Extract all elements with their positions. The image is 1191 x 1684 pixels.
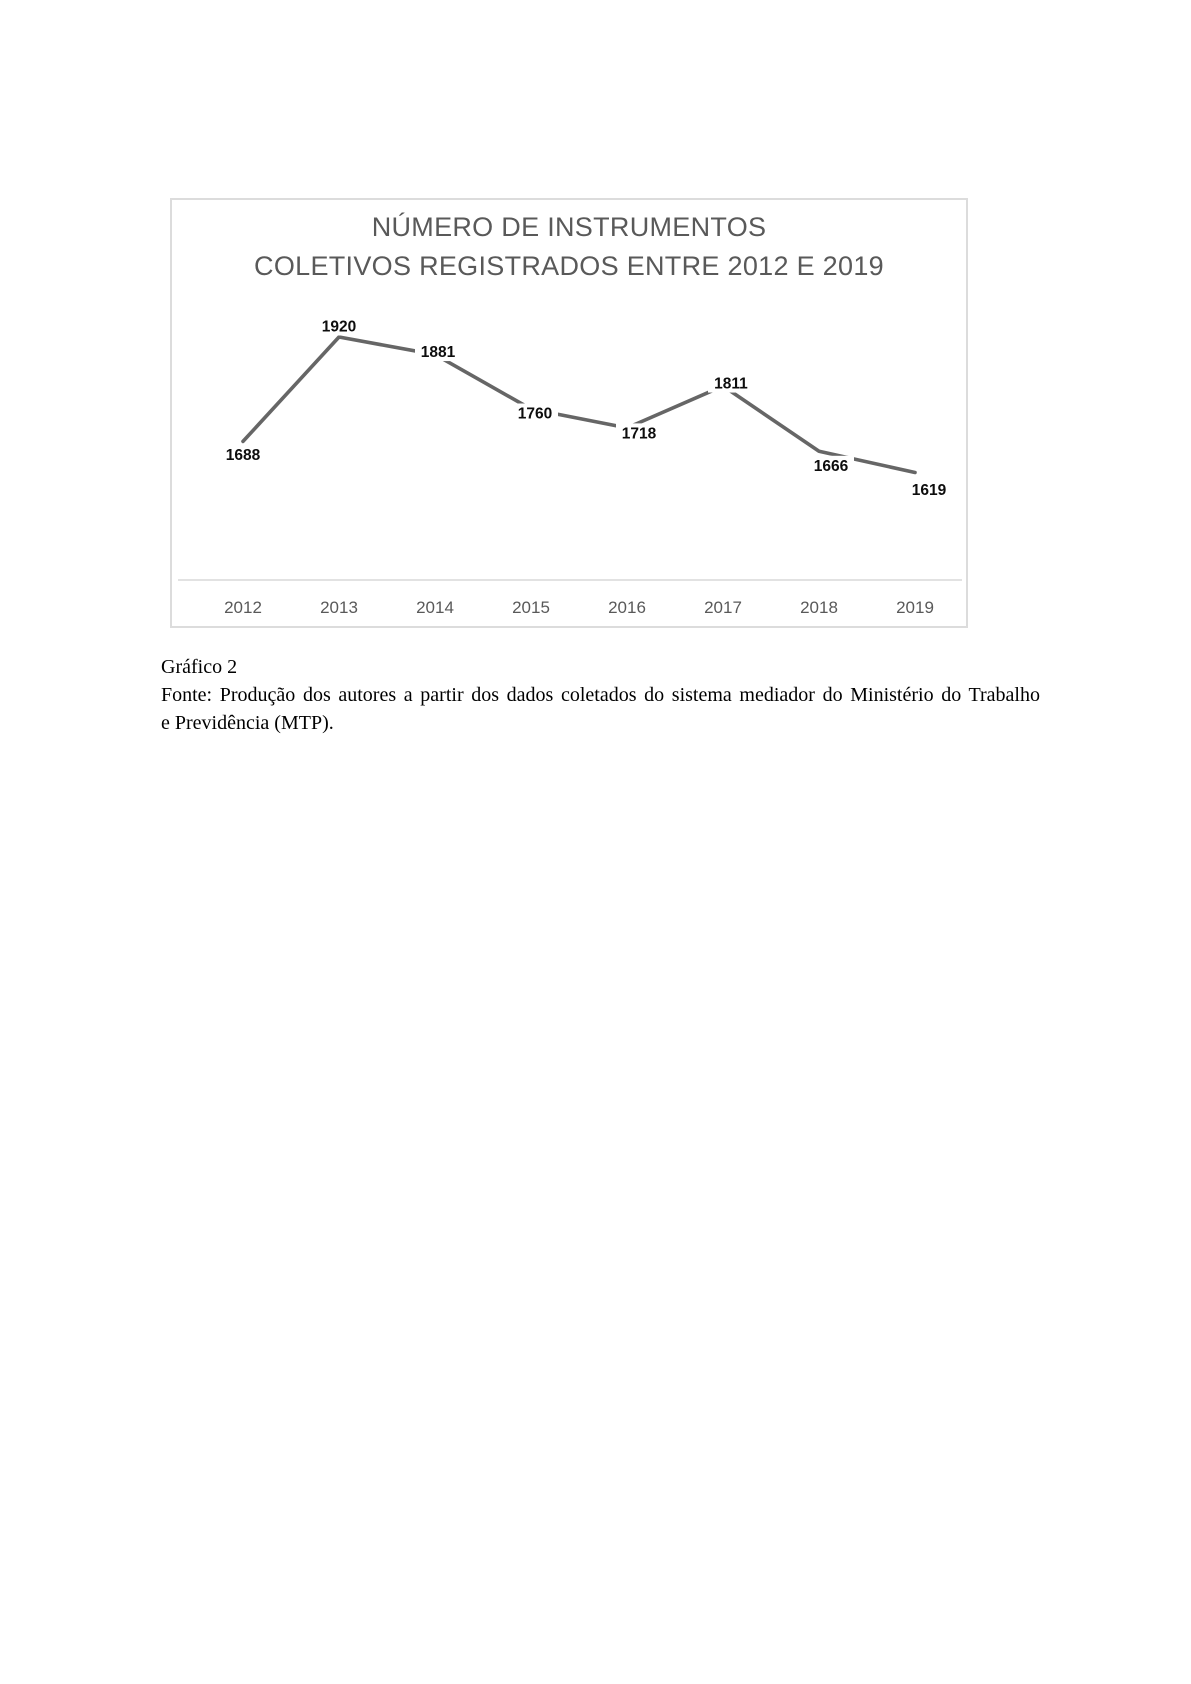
x-tick-label: 2013 bbox=[320, 598, 358, 617]
chart-title-line-1: NÚMERO DE INSTRUMENTOS bbox=[371, 212, 767, 242]
figure-caption bbox=[161, 653, 1040, 737]
caption-source-line-2: e Previdência (MTP). bbox=[161, 712, 334, 734]
caption-source-line-1: Fonte: Produção dos autores a partir dos dados coletados do sistema mediador do Ministério do Trabalho bbox=[161, 684, 1040, 706]
data-label: 1619 bbox=[911, 481, 947, 499]
data-label: 1881 bbox=[420, 344, 456, 362]
chart-plot bbox=[172, 200, 966, 626]
x-tick-label: 2018 bbox=[800, 598, 838, 617]
data-label: 1760 bbox=[517, 405, 553, 423]
caption-label: Gráfico 2 bbox=[161, 656, 238, 678]
data-label: 1920 bbox=[321, 318, 357, 336]
x-tick-label: 2017 bbox=[704, 598, 742, 617]
chart-frame bbox=[170, 198, 968, 628]
x-tick-label: 2015 bbox=[512, 598, 550, 617]
x-tick-label: 2014 bbox=[416, 598, 454, 617]
data-label: 1718 bbox=[621, 425, 657, 443]
series-line bbox=[243, 337, 915, 472]
x-tick-label: 2019 bbox=[896, 598, 934, 617]
data-label: 1811 bbox=[714, 375, 748, 393]
data-label: 1688 bbox=[225, 446, 261, 464]
x-tick-label: 2012 bbox=[224, 598, 262, 617]
chart-title-line-2: COLETIVOS REGISTRADOS ENTRE 2012 E 2019 bbox=[254, 251, 884, 281]
x-tick-label: 2016 bbox=[608, 598, 646, 617]
data-label: 1666 bbox=[813, 457, 849, 475]
